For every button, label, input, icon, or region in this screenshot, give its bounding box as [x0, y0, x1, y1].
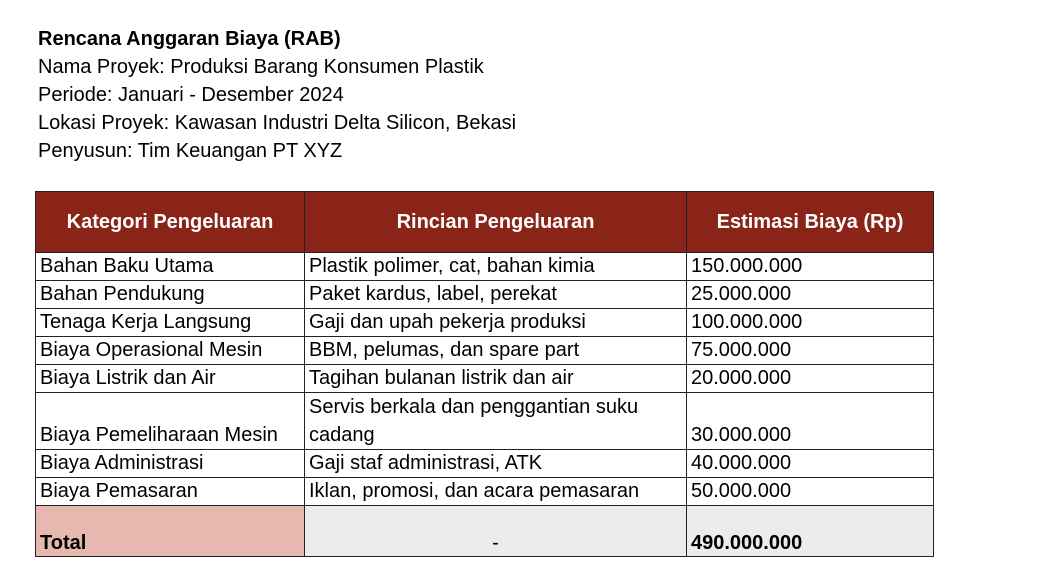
row-cost: 100.000.000: [687, 309, 934, 337]
row-detail: BBM, pelumas, dan spare part: [305, 337, 687, 365]
project-author: Penyusun: Tim Keuangan PT XYZ: [38, 140, 343, 162]
row-category: Biaya Pemasaran: [36, 478, 305, 506]
row-category: Tenaga Kerja Langsung: [36, 309, 305, 337]
document-title: Rencana Anggaran Biaya (RAB): [38, 28, 341, 50]
project-location: Lokasi Proyek: Kawasan Industri Delta Silicon, Bekasi: [38, 112, 517, 134]
project-period: Periode: Januari - Desember 2024: [38, 84, 344, 106]
budget-table: [35, 191, 934, 557]
row-cost: 40.000.000: [687, 450, 934, 478]
row-category: Bahan Pendukung: [36, 281, 305, 309]
total-row: [36, 506, 934, 557]
table-row: [36, 309, 934, 337]
table-row: [36, 253, 934, 281]
row-detail: Paket kardus, label, perekat: [305, 281, 687, 309]
project-name: Nama Proyek: Produksi Barang Konsumen Plastik: [38, 56, 484, 78]
row-detail: Servis berkala dan penggantian suku cadang: [305, 393, 687, 450]
table-row: [36, 450, 934, 478]
row-cost: 30.000.000: [687, 393, 934, 450]
header-detail: Rincian Pengeluaran: [305, 192, 687, 253]
row-cost: 75.000.000: [687, 337, 934, 365]
row-detail: Plastik polimer, cat, bahan kimia: [305, 253, 687, 281]
row-cost: 50.000.000: [687, 478, 934, 506]
table-row: [36, 478, 934, 506]
table-row: [36, 281, 934, 309]
row-cost: 25.000.000: [687, 281, 934, 309]
row-category: Bahan Baku Utama: [36, 253, 305, 281]
header-category: Kategori Pengeluaran: [36, 192, 305, 253]
document-header: [38, 25, 516, 165]
row-category: Biaya Operasional Mesin: [36, 337, 305, 365]
row-cost: 150.000.000: [687, 253, 934, 281]
table-header-row: [36, 192, 934, 253]
row-detail: Gaji staf administrasi, ATK: [305, 450, 687, 478]
row-detail: Gaji dan upah pekerja produksi: [305, 309, 687, 337]
header-cost: Estimasi Biaya (Rp): [687, 192, 934, 253]
table-row: [36, 393, 934, 450]
row-detail: Iklan, promosi, dan acara pemasaran: [305, 478, 687, 506]
total-label: Total: [36, 506, 305, 557]
total-cost: 490.000.000: [687, 506, 934, 557]
row-cost: 20.000.000: [687, 365, 934, 393]
row-detail: Tagihan bulanan listrik dan air: [305, 365, 687, 393]
row-category: Biaya Listrik dan Air: [36, 365, 305, 393]
total-detail: -: [305, 506, 687, 557]
table-row: [36, 337, 934, 365]
row-category: Biaya Administrasi: [36, 450, 305, 478]
table-row: [36, 365, 934, 393]
row-category: Biaya Pemeliharaan Mesin: [36, 393, 305, 450]
